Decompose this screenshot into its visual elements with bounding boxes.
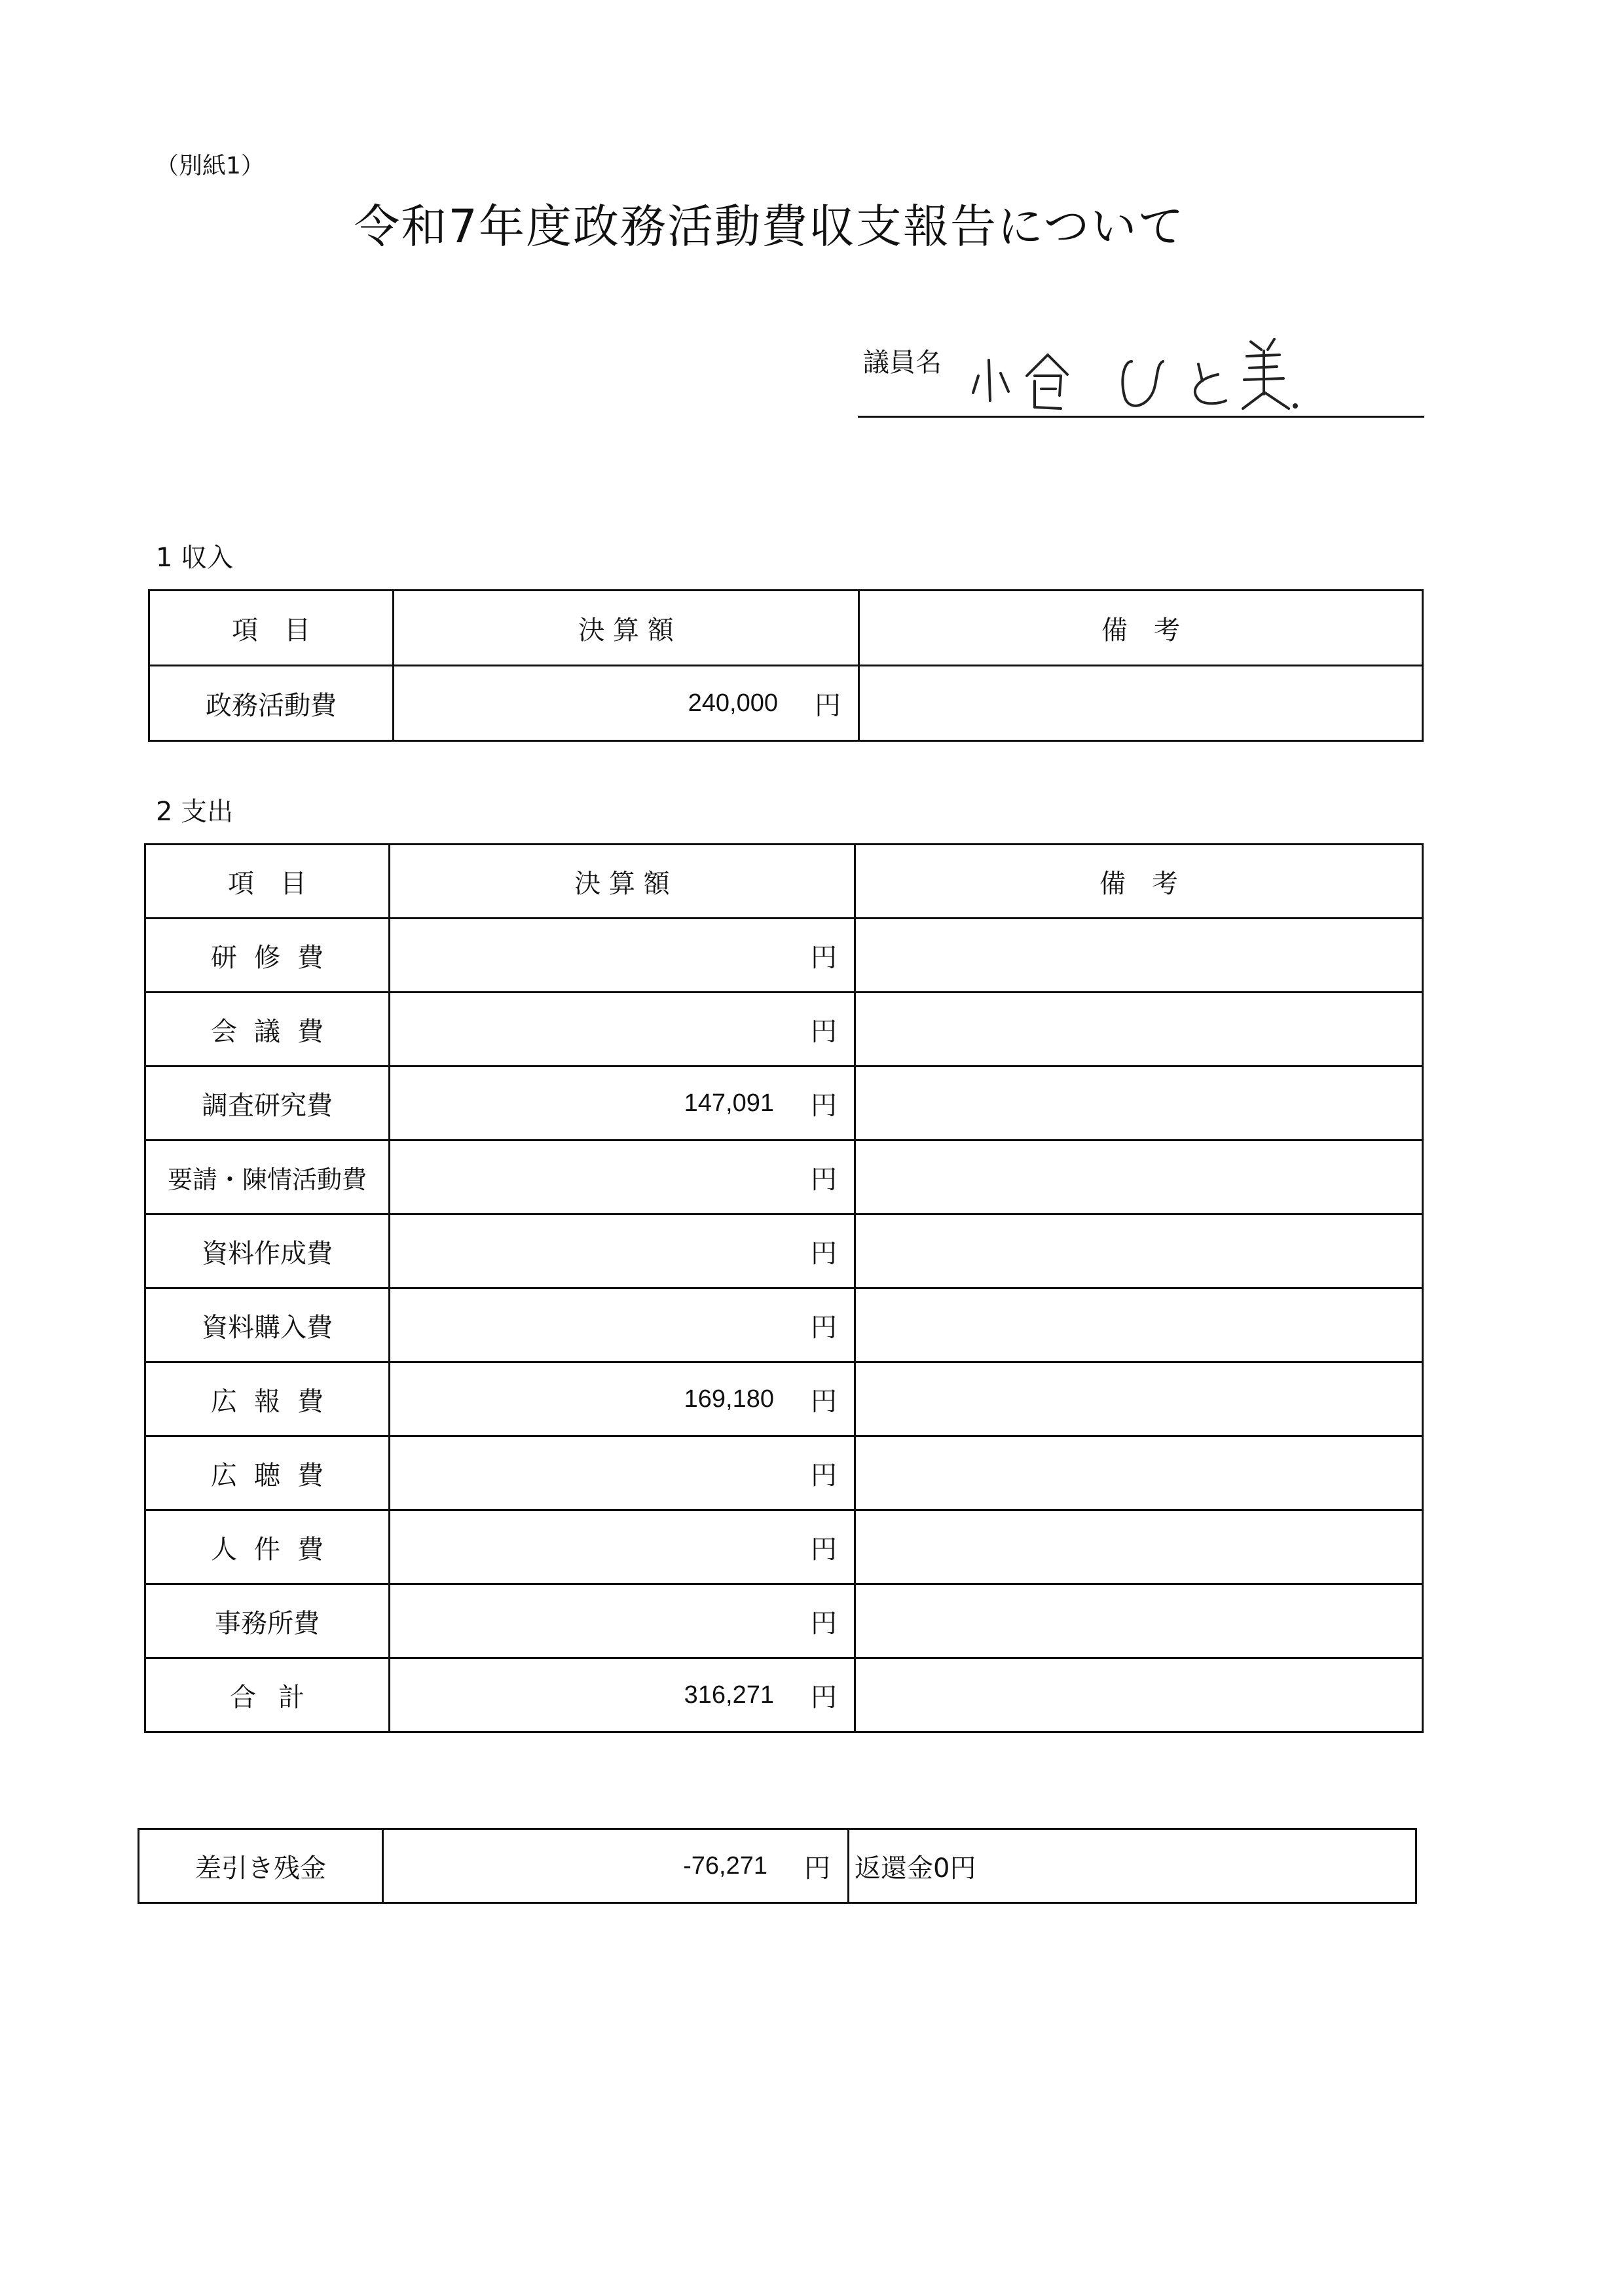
expense-note — [855, 1362, 1423, 1436]
expense-amount: 147,091 — [684, 1089, 774, 1117]
yen-unit: 円 — [811, 1386, 837, 1417]
column-header-amount: 決 算 額 — [390, 845, 855, 919]
table-row — [145, 1214, 1423, 1288]
expense-note — [855, 1436, 1423, 1510]
expense-note — [855, 919, 1423, 993]
total-label: 合計 — [145, 1658, 390, 1732]
expense-note — [855, 1066, 1423, 1140]
balance-row — [139, 1829, 1416, 1903]
yen-unit: 円 — [811, 942, 837, 973]
expense-item: 人件費 — [145, 1510, 390, 1584]
expense-item: 資料作成費 — [145, 1214, 390, 1288]
yen-unit: 円 — [811, 1608, 837, 1639]
income-table — [148, 589, 1424, 742]
attachment-label: （別紙1） — [155, 153, 265, 179]
handwritten-signature — [969, 335, 1369, 420]
expense-item: 会議費 — [145, 993, 390, 1066]
income-section-title: 1 収入 — [156, 543, 234, 573]
table-row — [145, 993, 1423, 1066]
yen-unit: 円 — [811, 1090, 837, 1121]
balance-table — [138, 1828, 1417, 1904]
expense-note — [855, 1214, 1423, 1288]
expense-item: 資料購入費 — [145, 1288, 390, 1362]
income-item: 政務活動費 — [149, 666, 394, 741]
yen-unit: 円 — [811, 1238, 837, 1269]
column-header-note: 備 考 — [855, 845, 1423, 919]
expense-item: 広報費 — [145, 1362, 390, 1436]
expense-note — [855, 993, 1423, 1066]
balance-amount: -76,271 — [683, 1851, 767, 1880]
yen-unit: 円 — [811, 1534, 837, 1565]
table-row — [145, 1362, 1423, 1436]
yen-unit: 円 — [811, 1682, 837, 1713]
table-header-row — [145, 845, 1423, 919]
expense-note — [855, 1288, 1423, 1362]
yen-unit: 円 — [811, 1164, 837, 1195]
table-row — [145, 1436, 1423, 1510]
document-title: 令和7年度政務活動費収支報告について — [354, 200, 1185, 253]
yen-unit: 円 — [804, 1853, 830, 1884]
balance-label: 差引き残金 — [139, 1829, 383, 1903]
total-row — [145, 1658, 1423, 1732]
table-row — [145, 1140, 1423, 1214]
table-row — [149, 666, 1423, 741]
expense-note — [855, 1140, 1423, 1214]
member-name-underline — [858, 416, 1424, 418]
expense-note — [855, 1510, 1423, 1584]
expense-item: 要請・陳情活動費 — [145, 1140, 390, 1214]
balance-note: 返還金0円 — [849, 1829, 1416, 1903]
expense-item: 研修費 — [145, 919, 390, 993]
expense-item: 調査研究費 — [145, 1066, 390, 1140]
yen-unit: 円 — [811, 1312, 837, 1343]
expense-table — [144, 843, 1424, 1733]
column-header-item: 項 目 — [149, 591, 394, 666]
income-note — [859, 666, 1423, 741]
total-amount: 316,271 — [684, 1681, 774, 1709]
table-row — [145, 1510, 1423, 1584]
table-row — [145, 1584, 1423, 1658]
expense-item: 事務所費 — [145, 1584, 390, 1658]
table-row — [145, 919, 1423, 993]
income-amount: 240,000 — [688, 689, 778, 717]
member-name-label: 議員名 — [863, 348, 942, 378]
yen-unit: 円 — [815, 690, 841, 721]
income-amount-cell — [394, 666, 859, 741]
column-header-item: 項 目 — [145, 845, 390, 919]
yen-unit: 円 — [811, 1016, 837, 1047]
column-header-note: 備 考 — [859, 591, 1423, 666]
yen-unit: 円 — [811, 1460, 837, 1491]
expense-section-title: 2 支出 — [156, 797, 234, 827]
table-header-row — [149, 591, 1423, 666]
expense-amount: 169,180 — [684, 1385, 774, 1413]
total-note — [855, 1658, 1423, 1732]
table-row — [145, 1288, 1423, 1362]
table-row — [145, 1066, 1423, 1140]
expense-item: 広聴費 — [145, 1436, 390, 1510]
column-header-amount: 決 算 額 — [394, 591, 859, 666]
expense-note — [855, 1584, 1423, 1658]
